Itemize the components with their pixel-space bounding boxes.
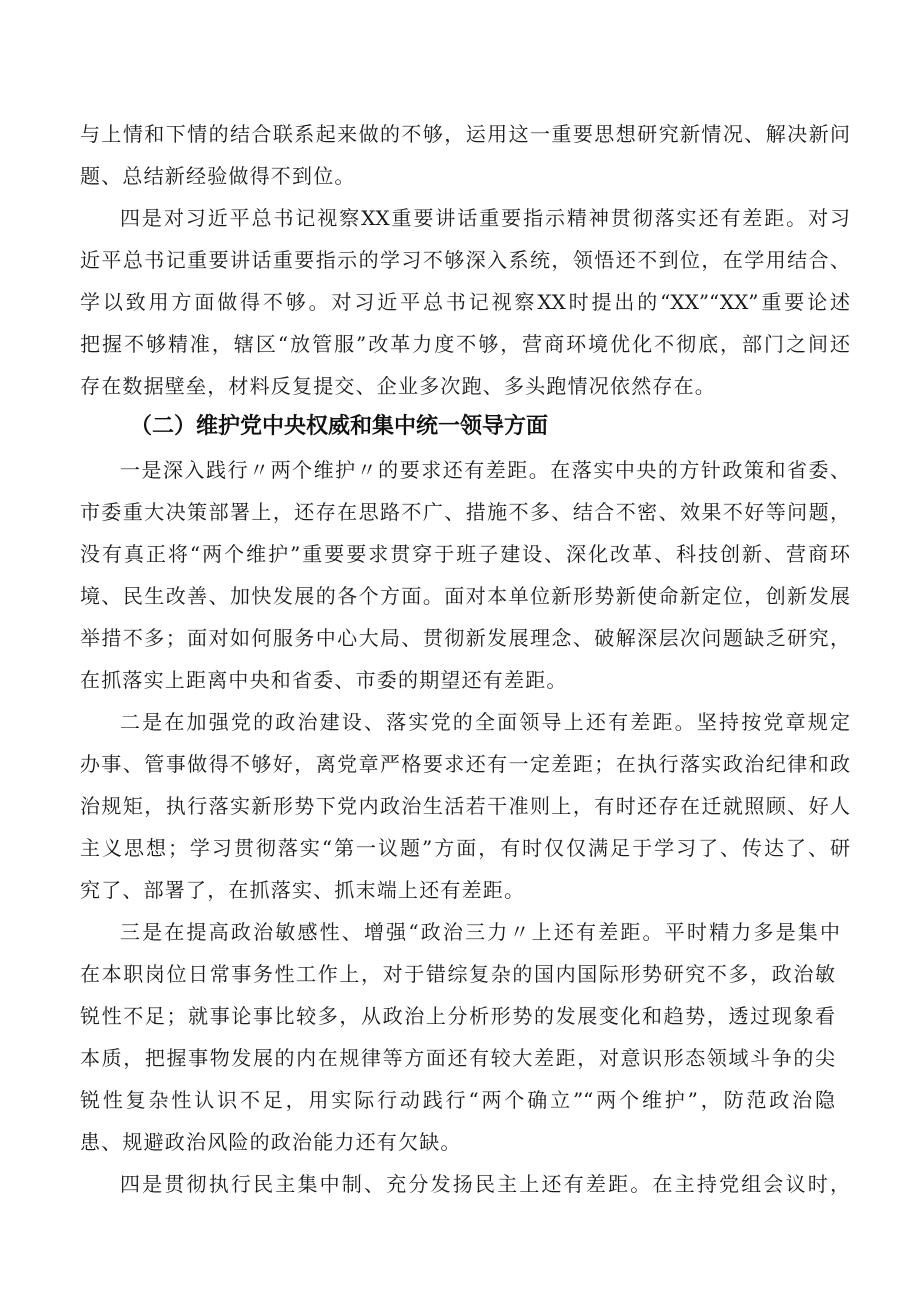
paragraph-line: 主义思想；学习贯彻落实“第一议题”方面，有时仅仅满足于学习了、传达了、研	[80, 836, 850, 860]
paragraph-line: 治规矩，执行落实新形势下党内政治生活若干准则上，有时还存在迁就照顾、好人	[80, 794, 850, 818]
paragraph-line: 把握不够精准，辖区“放管服”改革力度不够，营商环境优化不彻底，部门之间还	[80, 332, 850, 356]
paragraph-line: 锐性复杂性认识不足，用实际行动践行“两个确立”“两个维护”，防范政治隐	[80, 1088, 835, 1112]
paragraph-line: 究了、部署了，在抓落实、抓末端上还有差距。	[80, 878, 526, 902]
paragraph-line: 三是在提高政治敏感性、增强“政治三力〃上还有差距。平时精力多是集中	[120, 920, 840, 944]
paragraph-line: 近平总书记重要讲话重要指示的学习不够深入系统，领悟还不到位，在学用结合、	[80, 248, 850, 272]
paragraph-line: 一是深入践行〃两个维护〃的要求还有差距。在落实中央的方针政策和省委、	[120, 458, 850, 482]
paragraph-line: 市委重大决策部署上，还存在思路不广、措施不多、结合不密、效果不好等问题，	[80, 500, 850, 524]
paragraph-line: 举措不多；面对如何服务中心大局、贯彻新发展理念、破解深层次问题缺乏研究，	[80, 626, 850, 650]
section-heading: （二）维护党中央权威和集中统一领导方面	[130, 414, 549, 439]
paragraph-line: 在抓落实上距离中央和省委、市委的期望还有差距。	[80, 668, 568, 692]
paragraph-line: 锐性不足；就事论事比较多，从政治上分析形势的发展变化和趋势，透过现象看	[80, 1004, 835, 1028]
paragraph-line: 与上情和下情的结合联系起来做的不够，运用这一重要思想研究新情况、解决新问	[80, 122, 850, 146]
paragraph-line: 二是在加强党的政治建设、落实党的全面领导上还有差距。坚持按党章规定	[120, 710, 850, 734]
paragraph-line: 在本职岗位日常事务性工作上，对于错综复杂的国内国际形势研究不多，政治敏	[80, 962, 835, 986]
paragraph-line: 本质，把握事物发展的内在规律等方面还有较大差距，对意识形态领域斗争的尖	[80, 1046, 835, 1070]
paragraph-line: 题、总结新经验做得不到位。	[80, 164, 356, 188]
paragraph-line: 四是贯彻执行民主集中制、充分发扬民主上还有差距。在主持党组会议时，	[120, 1172, 850, 1196]
paragraph-line: 四是对习近平总书记视察XX重要讲话重要指示精神贯彻落实还有差距。对习	[120, 206, 850, 230]
paragraph-line: 境、民生改善、加快发展的各个方面。面对本单位新形势新使命新定位，创新发展	[80, 584, 850, 608]
paragraph-line: 没有真正将“两个维护”重要要求贯穿于班子建设、深化改革、科技创新、营商环	[80, 542, 850, 566]
paragraph-line: 存在数据壁垒，材料反复提交、企业多次跑、多头跑情况依然存在。	[80, 374, 716, 398]
paragraph-line: 患、规避政治风险的政治能力还有欠缺。	[80, 1130, 462, 1154]
paragraph-line: 办事、管事做得不够好，离党章严格要求还有一定差距；在执行落实政治纪律和政	[80, 752, 850, 776]
paragraph-line: 学以致用方面做得不够。对习近平总书记视察XX时提出的“XX”“XX”重要论述	[80, 290, 850, 314]
